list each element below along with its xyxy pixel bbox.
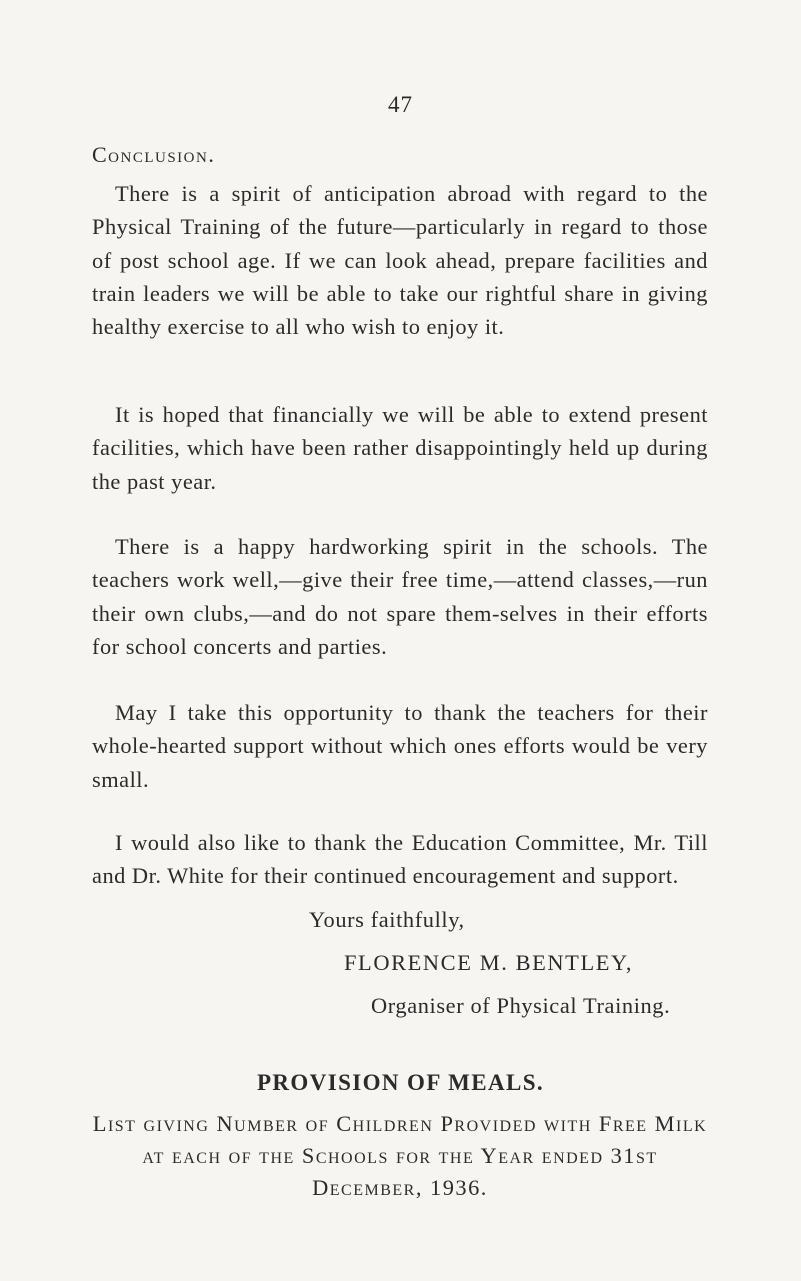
conclusion-paragraph-2: It is hoped that financially we will be able to extend present facilities, which have been rather disappointingly held up during the past year. [92, 402, 708, 494]
signature-name: FLORENCE M. BENTLEY, [344, 950, 634, 975]
provision-of-meals-title: PROVISION OF MEALS. [256, 1070, 545, 1095]
conclusion-paragraph-5: I would also like to thank the Education Committee, Mr. Till and Dr. White for their continued encouragement and support. [92, 830, 708, 889]
signature-title: Organiser of Physical Training. [371, 993, 671, 1018]
provision-subtitle: List giving Number of Children Provided with Free Milk at each of the Schools for the Year ended 31st December, 1936. [92, 1111, 708, 1200]
signature-closing: Yours faithfully, [309, 907, 465, 932]
conclusion-paragraph-3: There is a happy hardworking spirit in the schools. The teachers work well,—give their free time,—attend classes,—run their own clubs,—and do not spare them-selves in their efforts for school concerts and parties. [92, 534, 708, 659]
conclusion-heading: Conclusion. [92, 142, 216, 167]
conclusion-paragraph-4: May I take this opportunity to thank the teachers for their whole-hearted support without which ones efforts would be very small. [92, 700, 708, 792]
page-number: 47 [388, 92, 413, 117]
conclusion-paragraph-1: There is a spirit of anticipation abroad with regard to the Physical Training of the future—particularly in regard to those of post school age. If we can look ahead, prepare facilities and train leaders we will be able to take our rightful share in giving healthy exercise to all who wish to enjoy it. [92, 181, 708, 340]
